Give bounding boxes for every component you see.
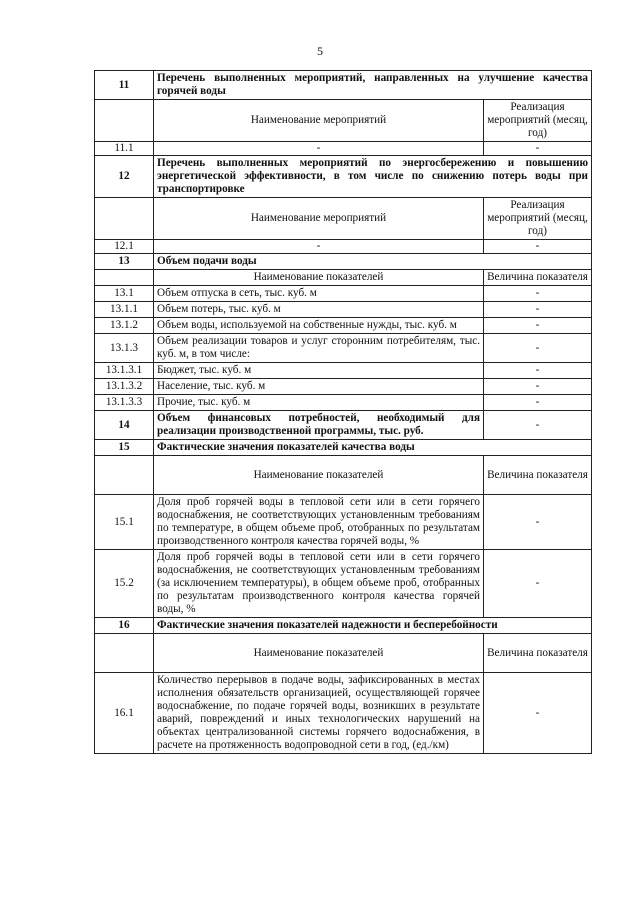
empty-cell <box>95 270 154 286</box>
section-11-title-row <box>95 71 592 100</box>
row-value: - <box>484 550 592 618</box>
row-name: Бюджет, тыс. куб. м <box>154 363 484 379</box>
table-row <box>95 318 592 334</box>
row-name: Количество перерывов в подаче воды, зафиксированных в местах исполнения обязательств организацией, осуществляющей горячее водоснабжение, по подаче горячей воды, возникших в результате аварий, повреждений и иных технологических нарушений на объектах централизованной системы горячего водоснабжения, в расчете на протяженность водопроводной сети в год, (ед./км) <box>154 673 484 754</box>
row-number: 13.1.3.1 <box>95 363 154 379</box>
row-value: - <box>484 673 592 754</box>
table-row <box>95 550 592 618</box>
column-header-value: Реализация мероприятий (месяц, год) <box>484 198 592 240</box>
section-15-title-row <box>95 440 592 456</box>
row-number: 13.1.1 <box>95 302 154 318</box>
row-name: Объем потерь, тыс. куб. м <box>154 302 484 318</box>
section-number: 13 <box>95 254 154 270</box>
section-number: 14 <box>95 411 154 440</box>
row-number: 13.1.3.3 <box>95 395 154 411</box>
row-value: - <box>484 302 592 318</box>
column-header-value: Величина показателя <box>484 456 592 495</box>
row-value: - <box>484 395 592 411</box>
program-table <box>94 70 592 754</box>
section-13-title-row <box>95 254 592 270</box>
table-row <box>95 334 592 363</box>
column-header-name: Наименование показателей <box>154 456 484 495</box>
row-name: Доля проб горячей воды в тепловой сети или в сети горячего водоснабжения, не соответствующих установленным требованиям (за исключением температуры), в общем объеме проб, отобранных по результатам производственного контроля качества горячей воды, % <box>154 550 484 618</box>
row-name: Объем отпуска в сеть, тыс. куб. м <box>154 286 484 302</box>
section-title: Объем подачи воды <box>154 254 592 270</box>
empty-cell <box>95 456 154 495</box>
row-value: - <box>484 495 592 550</box>
section-number: 12 <box>95 156 154 198</box>
row-value: - <box>484 286 592 302</box>
row-number: 12.1 <box>95 240 154 254</box>
section-number: 11 <box>95 71 154 100</box>
row-number: 15.1 <box>95 495 154 550</box>
row-name: Объем воды, используемой на собственные нужды, тыс. куб. м <box>154 318 484 334</box>
table-row <box>95 142 592 156</box>
table-row <box>95 379 592 395</box>
row-name: Объем реализации товаров и услуг сторонним потребителям, тыс. куб. м, в том числе: <box>154 334 484 363</box>
row-number: 13.1 <box>95 286 154 302</box>
empty-cell <box>95 198 154 240</box>
section-15-header-row <box>95 456 592 495</box>
table-row <box>95 673 592 754</box>
row-number: 15.2 <box>95 550 154 618</box>
column-header-name: Наименование мероприятий <box>154 198 484 240</box>
row-number: 13.1.2 <box>95 318 154 334</box>
row-value: - <box>484 240 592 254</box>
column-header-name: Наименование мероприятий <box>154 100 484 142</box>
column-header-value: Величина показателя <box>484 270 592 286</box>
section-number: 16 <box>95 618 154 634</box>
row-value: - <box>484 411 592 440</box>
row-number: 13.1.3 <box>95 334 154 363</box>
page-number: 5 <box>317 44 323 58</box>
section-title: Фактические значения показателей качества воды <box>154 440 592 456</box>
column-header-name: Наименование показателей <box>154 270 484 286</box>
section-number: 15 <box>95 440 154 456</box>
column-header-name: Наименование показателей <box>154 634 484 673</box>
section-title: Объем финансовых потребностей, необходимый для реализации производственной программы, тыс. руб. <box>154 411 484 440</box>
table-row <box>95 495 592 550</box>
row-name: Доля проб горячей воды в тепловой сети или в сети горячего водоснабжения, не соответствующих установленным требованиям по температуре, в общем объеме проб, отобранных по результатам производственного контроля качества горячей воды, % <box>154 495 484 550</box>
row-name: - <box>154 240 484 254</box>
table-row <box>95 286 592 302</box>
row-number: 13.1.3.2 <box>95 379 154 395</box>
section-title: Перечень выполненных мероприятий по энергосбережению и повышению энергетической эффективности, в том числе по снижению потерь воды при транспортировке <box>154 156 592 198</box>
empty-cell <box>95 100 154 142</box>
table-row <box>95 363 592 379</box>
row-number: 11.1 <box>95 142 154 156</box>
column-header-value: Реализация мероприятий (месяц, год) <box>484 100 592 142</box>
row-value: - <box>484 318 592 334</box>
row-name: Население, тыс. куб. м <box>154 379 484 395</box>
column-header-value: Величина показателя <box>484 634 592 673</box>
section-12-title-row <box>95 156 592 198</box>
table-row <box>95 395 592 411</box>
row-name: Прочие, тыс. куб. м <box>154 395 484 411</box>
row-number: 16.1 <box>95 673 154 754</box>
section-title: Перечень выполненных мероприятий, направленных на улучшение качества горячей воды <box>154 71 592 100</box>
section-16-header-row <box>95 634 592 673</box>
table-row <box>95 240 592 254</box>
row-value: - <box>484 334 592 363</box>
section-11-header-row <box>95 100 592 142</box>
section-12-header-row <box>95 198 592 240</box>
section-13-header-row <box>95 270 592 286</box>
row-name: - <box>154 142 484 156</box>
section-title: Фактические значения показателей надежности и бесперебойности <box>154 618 592 634</box>
section-16-title-row <box>95 618 592 634</box>
row-value: - <box>484 363 592 379</box>
row-value: - <box>484 142 592 156</box>
empty-cell <box>95 634 154 673</box>
table-row <box>95 302 592 318</box>
row-value: - <box>484 379 592 395</box>
section-14-row <box>95 411 592 440</box>
